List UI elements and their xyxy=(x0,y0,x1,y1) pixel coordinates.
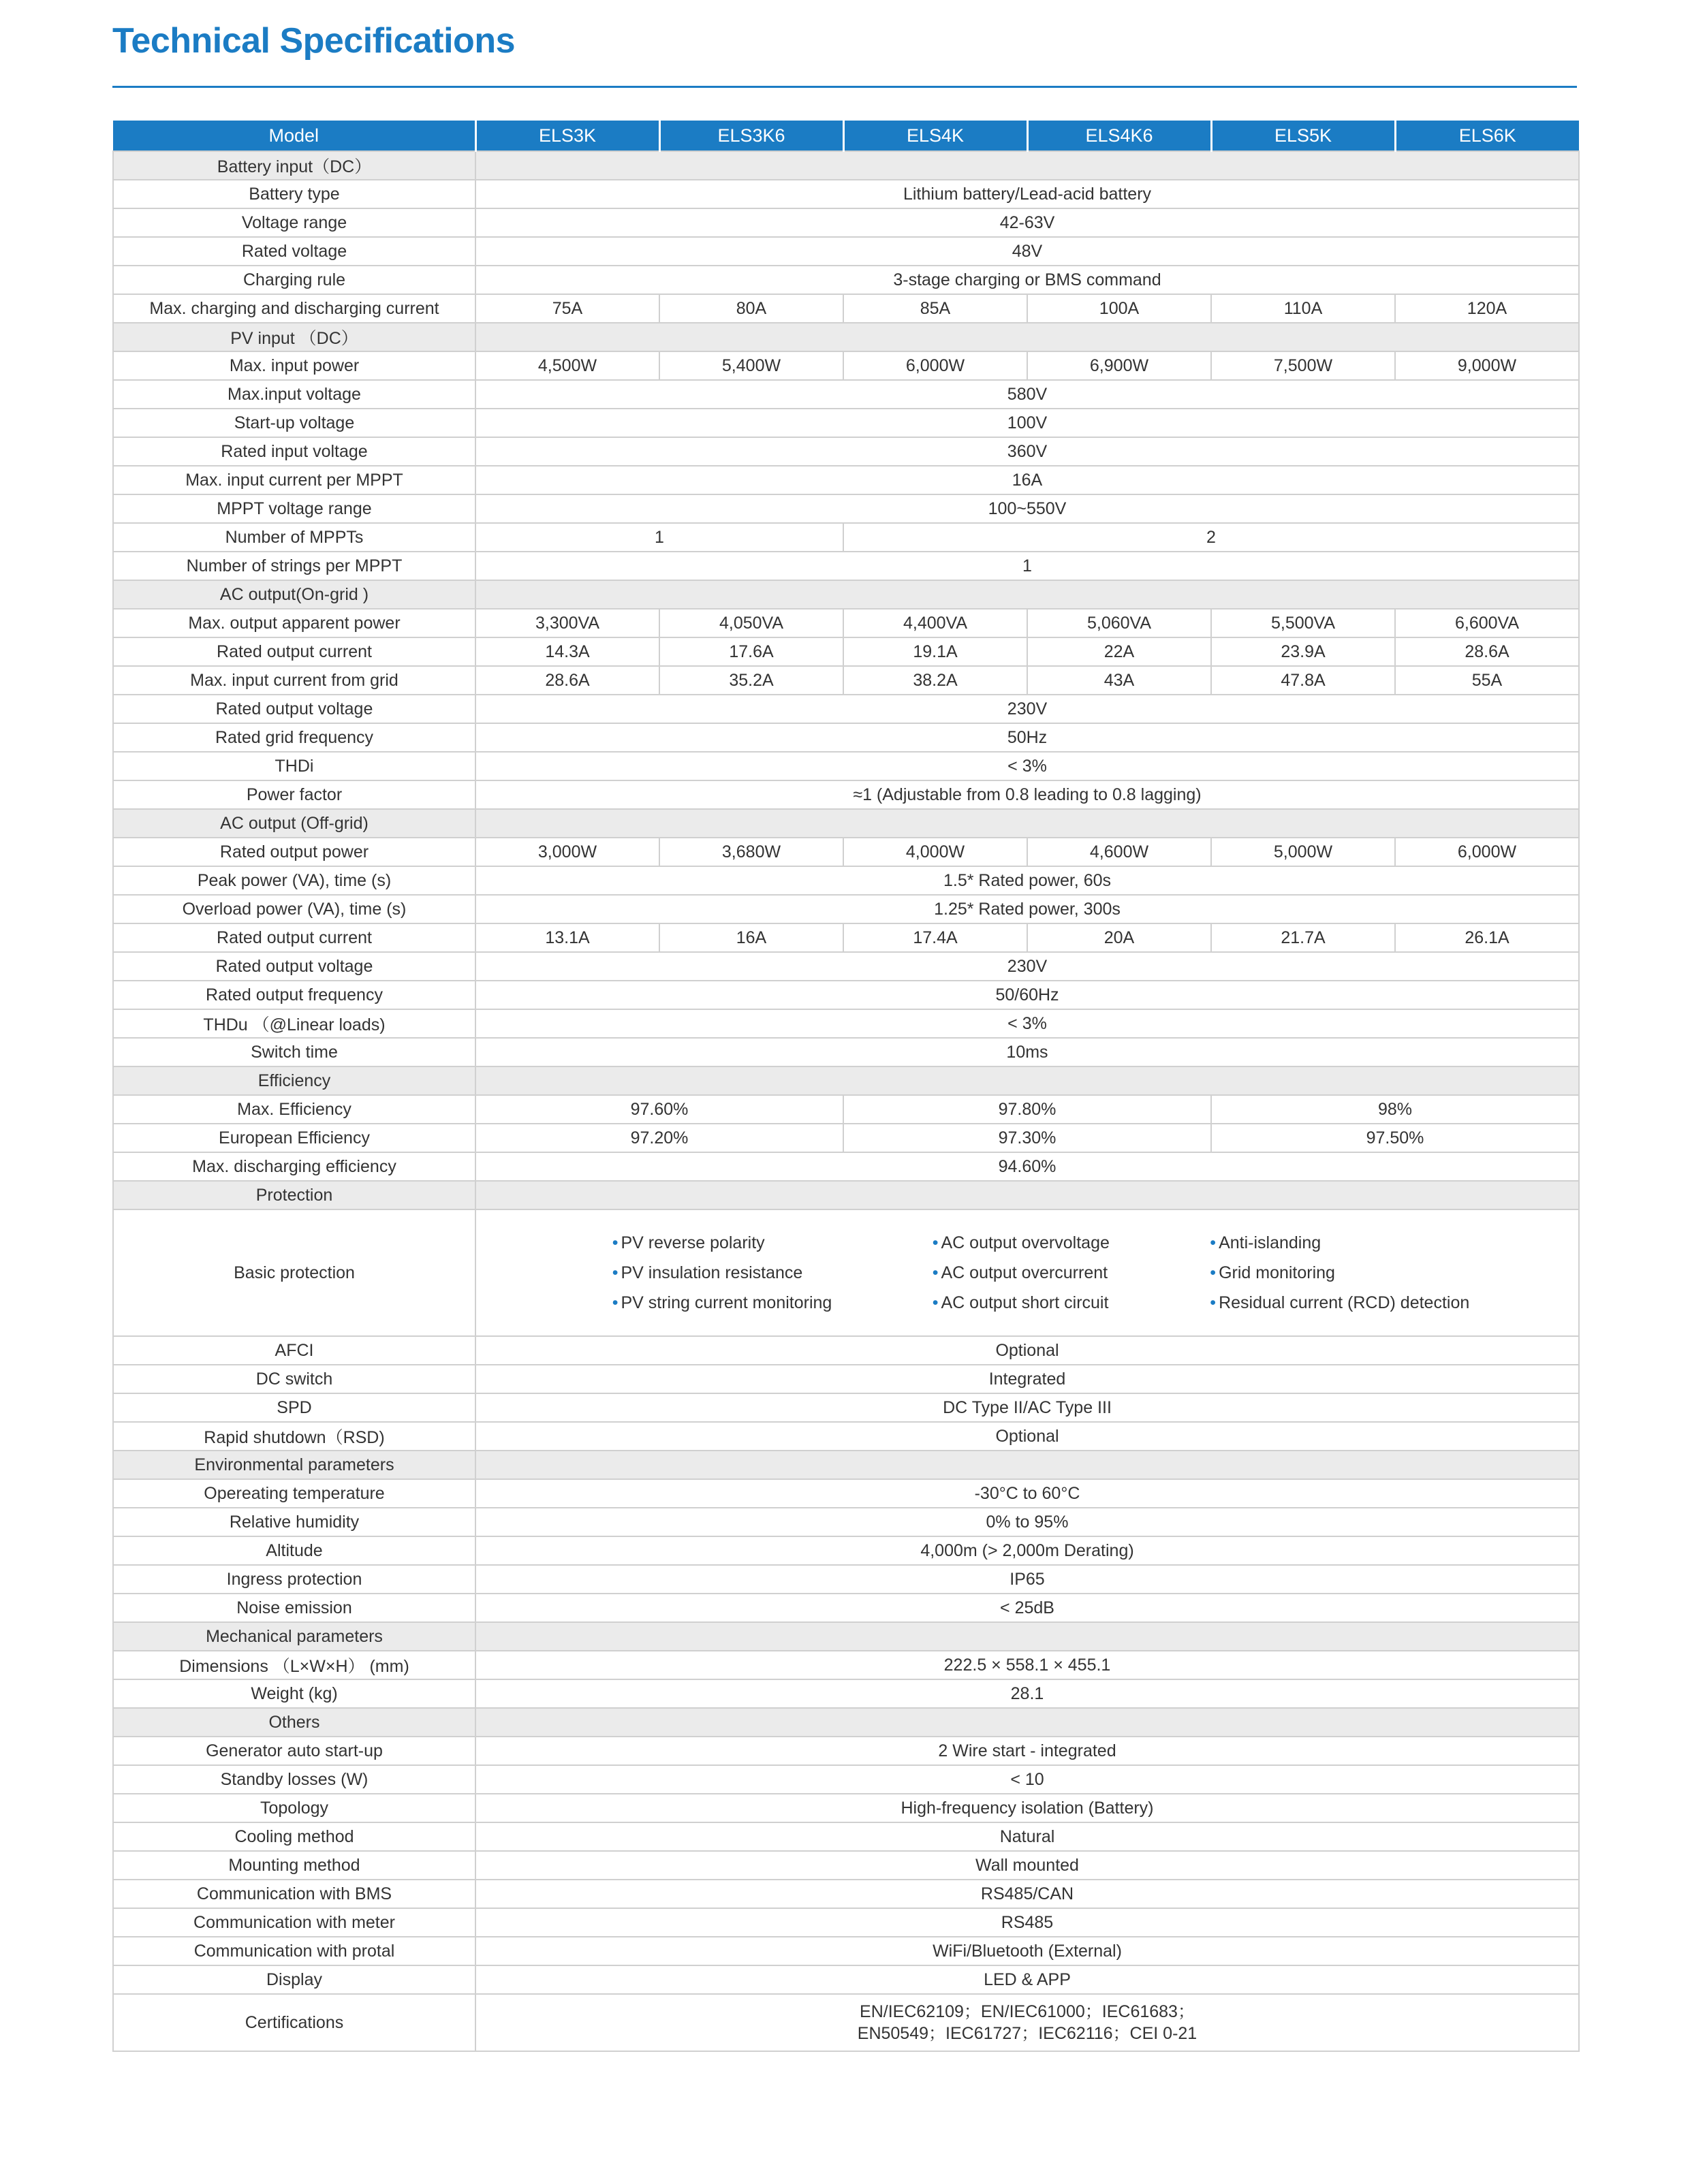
spec-value: 1.25* Rated power, 300s xyxy=(475,895,1579,923)
spec-table xyxy=(112,121,1580,2052)
spec-label: Switch time xyxy=(113,1038,475,1066)
spec-value: < 10 xyxy=(475,1765,1579,1794)
spec-value: 2 Wire start - integrated xyxy=(475,1737,1579,1765)
spec-value: 19.1A xyxy=(843,637,1027,666)
certifications-value xyxy=(475,1994,1579,2051)
protection-item-text: PV reverse polarity xyxy=(621,1233,765,1252)
spec-value: 230V xyxy=(475,952,1579,981)
spec-value: 14.3A xyxy=(475,637,659,666)
spec-value: 6,900W xyxy=(1027,351,1211,380)
spec-value: 16A xyxy=(475,466,1579,494)
spec-value: 22A xyxy=(1027,637,1211,666)
spec-value: 16A xyxy=(659,923,843,952)
spec-label: Number of MPPTs xyxy=(113,523,475,552)
protection-item xyxy=(933,1263,1110,1283)
spec-label: Battery type xyxy=(113,180,475,208)
spec-value: 110A xyxy=(1211,294,1395,323)
spec-label: Overload power (VA), time (s) xyxy=(113,895,475,923)
protection-item-text: AC output overvoltage xyxy=(941,1233,1110,1252)
spec-label: Power factor xyxy=(113,780,475,809)
spec-label: THDu （@Linear loads) xyxy=(113,1009,475,1038)
header-model: ELS4K xyxy=(843,121,1027,151)
table-row xyxy=(113,923,1579,952)
spec-value: 97.30% xyxy=(843,1124,1211,1152)
table-row xyxy=(113,180,1579,208)
table-row xyxy=(113,1479,1579,1508)
section-row xyxy=(113,809,1579,838)
spec-value: LED & APP xyxy=(475,1965,1579,1994)
table-row xyxy=(113,494,1579,523)
spec-label: Max.input voltage xyxy=(113,380,475,409)
spec-label: Max. output apparent power xyxy=(113,609,475,637)
table-row xyxy=(113,609,1579,637)
spec-label: Cooling method xyxy=(113,1822,475,1851)
protection-item xyxy=(933,1233,1110,1253)
spec-value: 43A xyxy=(1027,666,1211,695)
spec-label: Max. input current from grid xyxy=(113,666,475,695)
bullet-icon: • xyxy=(1210,1293,1217,1312)
section-fill xyxy=(475,580,1579,609)
table-row xyxy=(113,552,1579,580)
table-row xyxy=(113,1651,1579,1679)
spec-value: 100V xyxy=(475,409,1579,437)
section-fill xyxy=(475,1181,1579,1209)
section-row xyxy=(113,1181,1579,1209)
spec-value: 4,050VA xyxy=(659,609,843,637)
table-row xyxy=(113,666,1579,695)
spec-value: 5,500VA xyxy=(1211,609,1395,637)
spec-label: Relative humidity xyxy=(113,1508,475,1536)
spec-value: 85A xyxy=(843,294,1027,323)
spec-value: 5,400W xyxy=(659,351,843,380)
header-model-label: Model xyxy=(113,121,475,151)
section-row xyxy=(113,580,1579,609)
table-row xyxy=(113,266,1579,294)
table-row xyxy=(113,1422,1579,1451)
spec-value: 80A xyxy=(659,294,843,323)
spec-value: 75A xyxy=(475,294,659,323)
spec-label: Weight (kg) xyxy=(113,1679,475,1708)
spec-value: 222.5 × 558.1 × 455.1 xyxy=(475,1651,1579,1679)
table-row xyxy=(113,952,1579,981)
header-model: ELS4K6 xyxy=(1027,121,1211,151)
table-row xyxy=(113,1737,1579,1765)
spec-value: Natural xyxy=(475,1822,1579,1851)
spec-value: 20A xyxy=(1027,923,1211,952)
table-row xyxy=(113,1822,1579,1851)
spec-value: 94.60% xyxy=(475,1152,1579,1181)
spec-label: Noise emission xyxy=(113,1594,475,1622)
table-header-row xyxy=(113,121,1579,151)
spec-value: Integrated xyxy=(475,1365,1579,1393)
spec-value: 360V xyxy=(475,437,1579,466)
spec-value: High-frequency isolation (Battery) xyxy=(475,1794,1579,1822)
bullet-icon: • xyxy=(612,1233,619,1252)
table-row xyxy=(113,1365,1579,1393)
section-label: AC output (Off-grid) xyxy=(113,809,475,838)
section-row xyxy=(113,1451,1579,1479)
bullet-icon: • xyxy=(1210,1263,1217,1282)
spec-label: AFCI xyxy=(113,1336,475,1365)
table-row xyxy=(113,1994,1579,2051)
table-row xyxy=(113,866,1579,895)
spec-value: 4,000W xyxy=(843,838,1027,866)
protection-item xyxy=(612,1293,832,1313)
table-row xyxy=(113,752,1579,780)
spec-label: Max. discharging efficiency xyxy=(113,1152,475,1181)
header-model: ELS3K6 xyxy=(659,121,843,151)
table-row xyxy=(113,1038,1579,1066)
protection-item xyxy=(1210,1233,1469,1253)
bullet-icon: • xyxy=(932,1263,939,1282)
spec-value: 48V xyxy=(475,237,1579,266)
table-row xyxy=(113,1679,1579,1708)
spec-label: Communication with BMS xyxy=(113,1880,475,1908)
spec-label: Rated output current xyxy=(113,637,475,666)
spec-value: 97.20% xyxy=(475,1124,843,1152)
table-row xyxy=(113,1937,1579,1965)
spec-value: 4,600W xyxy=(1027,838,1211,866)
spec-label: SPD xyxy=(113,1393,475,1422)
certification-line: EN50549；IEC61727；IEC62116；CEI 0-21 xyxy=(857,2024,1198,2043)
spec-value: Lithium battery/Lead-acid battery xyxy=(475,180,1579,208)
spec-value: 5,000W xyxy=(1211,838,1395,866)
spec-value: 47.8A xyxy=(1211,666,1395,695)
header-model: ELS3K xyxy=(475,121,659,151)
table-row xyxy=(113,637,1579,666)
table-row xyxy=(113,1594,1579,1622)
table-row xyxy=(113,1965,1579,1994)
spec-label: DC switch xyxy=(113,1365,475,1393)
spec-label: Rapid shutdown（RSD) xyxy=(113,1422,475,1451)
section-fill xyxy=(475,323,1579,351)
page-title: Technical Specifications xyxy=(112,21,516,61)
spec-value: 120A xyxy=(1395,294,1579,323)
spec-label: Max. input current per MPPT xyxy=(113,466,475,494)
table-row xyxy=(113,895,1579,923)
spec-value: 6,000W xyxy=(843,351,1027,380)
spec-label: Rated input voltage xyxy=(113,437,475,466)
section-fill xyxy=(475,1708,1579,1737)
spec-value: RS485/CAN xyxy=(475,1880,1579,1908)
spec-value: 23.9A xyxy=(1211,637,1395,666)
protection-column xyxy=(933,1233,1110,1313)
table-row xyxy=(113,1880,1579,1908)
bullet-icon: • xyxy=(932,1293,939,1312)
spec-value: WiFi/Bluetooth (External) xyxy=(475,1937,1579,1965)
table-row xyxy=(113,1209,1579,1336)
section-fill xyxy=(475,1066,1579,1095)
spec-value: 9,000W xyxy=(1395,351,1579,380)
table-row xyxy=(113,1536,1579,1565)
bullet-icon: • xyxy=(612,1263,619,1282)
table-row xyxy=(113,723,1579,752)
bullet-icon: • xyxy=(932,1233,939,1252)
spec-label: Max. Efficiency xyxy=(113,1095,475,1124)
section-fill xyxy=(475,151,1579,180)
spec-value: RS485 xyxy=(475,1908,1579,1937)
spec-value: 97.80% xyxy=(843,1095,1211,1124)
bullet-icon: • xyxy=(1210,1233,1217,1252)
certification-line: EN/IEC62109；EN/IEC61000；IEC61683； xyxy=(860,2002,1195,2021)
protection-column xyxy=(612,1233,832,1313)
spec-value: 21.7A xyxy=(1211,923,1395,952)
spec-label: MPPT voltage range xyxy=(113,494,475,523)
spec-label: Display xyxy=(113,1965,475,1994)
table-row xyxy=(113,294,1579,323)
spec-value: 97.50% xyxy=(1211,1124,1579,1152)
spec-table-body xyxy=(113,151,1579,2051)
spec-value: 0% to 95% xyxy=(475,1508,1579,1536)
section-label: Environmental parameters xyxy=(113,1451,475,1479)
spec-value: 50Hz xyxy=(475,723,1579,752)
spec-label: Max. charging and discharging current xyxy=(113,294,475,323)
spec-value: 28.6A xyxy=(1395,637,1579,666)
table-row xyxy=(113,1095,1579,1124)
spec-label: Number of strings per MPPT xyxy=(113,552,475,580)
spec-label: Opereating temperature xyxy=(113,1479,475,1508)
spec-value: 28.6A xyxy=(475,666,659,695)
spec-value: 6,000W xyxy=(1395,838,1579,866)
spec-value: Optional xyxy=(475,1422,1579,1451)
table-row xyxy=(113,1009,1579,1038)
section-fill xyxy=(475,1622,1579,1651)
protection-item-text: AC output overcurrent xyxy=(941,1263,1108,1282)
spec-value: 4,400VA xyxy=(843,609,1027,637)
spec-label: Altitude xyxy=(113,1536,475,1565)
spec-label: Mounting method xyxy=(113,1851,475,1880)
spec-label: Dimensions （L×W×H） (mm) xyxy=(113,1651,475,1679)
protection-item xyxy=(612,1263,832,1283)
spec-value: 4,000m (> 2,000m Derating) xyxy=(475,1536,1579,1565)
spec-value: 3-stage charging or BMS command xyxy=(475,266,1579,294)
section-row xyxy=(113,151,1579,180)
protection-column xyxy=(1210,1233,1469,1313)
section-row xyxy=(113,323,1579,351)
spec-value: 42-63V xyxy=(475,208,1579,237)
header-model: ELS6K xyxy=(1395,121,1579,151)
table-row xyxy=(113,208,1579,237)
spec-label: Rated grid frequency xyxy=(113,723,475,752)
spec-value: 10ms xyxy=(475,1038,1579,1066)
bullet-icon: • xyxy=(612,1293,619,1312)
spec-label: Voltage range xyxy=(113,208,475,237)
protection-item-text: PV insulation resistance xyxy=(621,1263,803,1282)
spec-value: 28.1 xyxy=(475,1679,1579,1708)
section-fill xyxy=(475,809,1579,838)
spec-value: 3,680W xyxy=(659,838,843,866)
section-row xyxy=(113,1622,1579,1651)
section-row xyxy=(113,1066,1579,1095)
table-row xyxy=(113,1765,1579,1794)
spec-label: Topology xyxy=(113,1794,475,1822)
table-row xyxy=(113,838,1579,866)
table-row xyxy=(113,1508,1579,1536)
protection-item-text: PV string current monitoring xyxy=(621,1293,832,1312)
spec-label: Standby losses (W) xyxy=(113,1765,475,1794)
table-row xyxy=(113,409,1579,437)
spec-label: Certifications xyxy=(113,1994,475,2051)
spec-value: 17.4A xyxy=(843,923,1027,952)
section-label: Mechanical parameters xyxy=(113,1622,475,1651)
table-row xyxy=(113,1794,1579,1822)
table-row xyxy=(113,1124,1579,1152)
spec-value: 50/60Hz xyxy=(475,981,1579,1009)
section-fill xyxy=(475,1451,1579,1479)
spec-value: 1 xyxy=(475,552,1579,580)
spec-value: DC Type II/AC Type III xyxy=(475,1393,1579,1422)
table-row xyxy=(113,523,1579,552)
spec-value: 2 xyxy=(843,523,1579,552)
spec-value: 1.5* Rated power, 60s xyxy=(475,866,1579,895)
spec-label: Peak power (VA), time (s) xyxy=(113,866,475,895)
section-row xyxy=(113,1708,1579,1737)
spec-label: Rated output current xyxy=(113,923,475,952)
spec-value: 97.60% xyxy=(475,1095,843,1124)
spec-value: 230V xyxy=(475,695,1579,723)
protection-item-text: Anti-islanding xyxy=(1219,1233,1321,1252)
table-row xyxy=(113,1393,1579,1422)
section-label: Protection xyxy=(113,1181,475,1209)
header-model: ELS5K xyxy=(1211,121,1395,151)
spec-value: 38.2A xyxy=(843,666,1027,695)
spec-value: -30°C to 60°C xyxy=(475,1479,1579,1508)
section-label: AC output(On-grid ) xyxy=(113,580,475,609)
spec-value: 13.1A xyxy=(475,923,659,952)
spec-label: THDi xyxy=(113,752,475,780)
spec-label: Charging rule xyxy=(113,266,475,294)
basic-protection-list xyxy=(475,1209,1579,1336)
protection-item xyxy=(1210,1293,1469,1313)
table-row xyxy=(113,351,1579,380)
spec-value: Optional xyxy=(475,1336,1579,1365)
table-row xyxy=(113,695,1579,723)
section-label: PV input （DC） xyxy=(113,323,475,351)
spec-value: 3,300VA xyxy=(475,609,659,637)
section-label: Efficiency xyxy=(113,1066,475,1095)
spec-value: 100~550V xyxy=(475,494,1579,523)
spec-label: Rated output voltage xyxy=(113,952,475,981)
section-label: Battery input（DC） xyxy=(113,151,475,180)
table-row xyxy=(113,981,1579,1009)
table-row xyxy=(113,1851,1579,1880)
table-row xyxy=(113,237,1579,266)
spec-value: 26.1A xyxy=(1395,923,1579,952)
spec-label: Max. input power xyxy=(113,351,475,380)
protection-item-text: AC output short circuit xyxy=(941,1293,1109,1312)
table-row xyxy=(113,437,1579,466)
spec-label: Rated output voltage xyxy=(113,695,475,723)
protection-item xyxy=(933,1293,1110,1313)
spec-label: Communication with protal xyxy=(113,1937,475,1965)
spec-value: IP65 xyxy=(475,1565,1579,1594)
spec-value: ≈1 (Adjustable from 0.8 leading to 0.8 lagging) xyxy=(475,780,1579,809)
table-row xyxy=(113,1565,1579,1594)
spec-value: 100A xyxy=(1027,294,1211,323)
spec-label: Rated voltage xyxy=(113,237,475,266)
protection-item xyxy=(1210,1263,1469,1283)
spec-value: 5,060VA xyxy=(1027,609,1211,637)
spec-value: 17.6A xyxy=(659,637,843,666)
spec-value: 4,500W xyxy=(475,351,659,380)
spec-label: Rated output power xyxy=(113,838,475,866)
spec-value: 55A xyxy=(1395,666,1579,695)
spec-value: < 25dB xyxy=(475,1594,1579,1622)
spec-label: European Efficiency xyxy=(113,1124,475,1152)
title-divider xyxy=(112,86,1577,88)
spec-value: 35.2A xyxy=(659,666,843,695)
table-row xyxy=(113,1908,1579,1937)
protection-item xyxy=(612,1233,832,1253)
spec-label: Communication with meter xyxy=(113,1908,475,1937)
spec-value: 7,500W xyxy=(1211,351,1395,380)
spec-value: 3,000W xyxy=(475,838,659,866)
spec-label: Rated output frequency xyxy=(113,981,475,1009)
spec-value: 98% xyxy=(1211,1095,1579,1124)
section-label: Others xyxy=(113,1708,475,1737)
table-row xyxy=(113,780,1579,809)
table-row xyxy=(113,1152,1579,1181)
spec-value: 580V xyxy=(475,380,1579,409)
table-row xyxy=(113,466,1579,494)
spec-value: < 3% xyxy=(475,1009,1579,1038)
protection-item-text: Residual current (RCD) detection xyxy=(1219,1293,1470,1312)
spec-label: Ingress protection xyxy=(113,1565,475,1594)
table-row xyxy=(113,380,1579,409)
spec-label: Start-up voltage xyxy=(113,409,475,437)
spec-label: Generator auto start-up xyxy=(113,1737,475,1765)
spec-label: Basic protection xyxy=(113,1209,475,1336)
table-row xyxy=(113,1336,1579,1365)
spec-value: 1 xyxy=(475,523,843,552)
spec-value: Wall mounted xyxy=(475,1851,1579,1880)
protection-item-text: Grid monitoring xyxy=(1219,1263,1335,1282)
spec-value: 6,600VA xyxy=(1395,609,1579,637)
spec-value: < 3% xyxy=(475,752,1579,780)
